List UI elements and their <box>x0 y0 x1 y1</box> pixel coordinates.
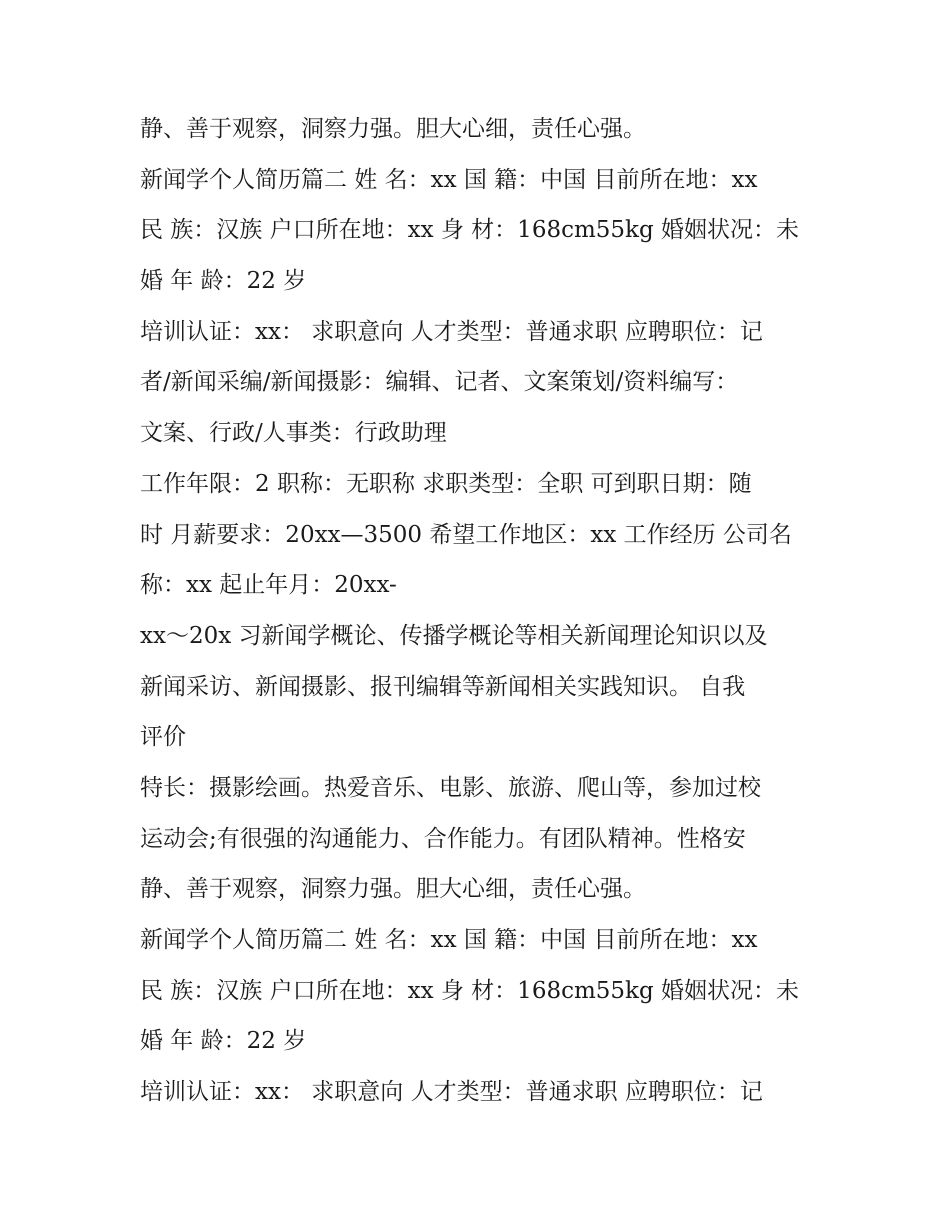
text-line: 工作年限：2 职称：无职称 求职类型：全职 可到职日期：随 <box>140 470 752 497</box>
text-line: 新闻学个人简历篇二 姓 名：xx 国 籍：中国 目前所在地：xx <box>140 927 758 953</box>
text-line: 婚 年 龄：22 岁 <box>140 268 307 295</box>
text-line: 静、善于观察，洞察力强。胆大心细，责任心强。 <box>140 116 646 142</box>
text-line: 称：xx 起止年月：20xx- <box>140 572 397 599</box>
text-line: 新闻采访、新闻摄影、报刊编辑等新闻相关实践知识。 自我 <box>140 673 746 700</box>
text-line: 培训认证：xx： 求职意向 人才类型：普通求职 应聘职位：记 <box>140 1079 763 1106</box>
text-line: 民 族：汉族 户口所在地：xx 身 材：168cm55kg 婚姻状况：未 <box>140 977 800 1004</box>
text-line: 文案、行政/人事类：行政助理 <box>140 420 447 447</box>
text-line: 静、善于观察，洞察力强。胆大心细，责任心强。 <box>140 876 646 903</box>
text-line: 婚 年 龄：22 岁 <box>140 1028 307 1055</box>
document-body-text <box>140 104 830 1118</box>
text-line: 新闻学个人简历篇二 姓 名：xx 国 籍：中国 目前所在地：xx <box>140 166 758 193</box>
text-line: 评价 <box>140 724 186 751</box>
text-line: 者/新闻采编/新闻摄影：编辑、记者、文案策划/资料编写： <box>140 369 739 396</box>
text-line: 时 月薪要求：20xx—3500 希望工作地区：xx 工作经历 公司名 <box>140 521 792 548</box>
text-line: 培训认证：xx： 求职意向 人才类型：普通求职 应聘职位：记 <box>140 318 763 345</box>
text-line: xx～20x 习新闻学概论、传播学概论等相关新闻理论知识以及 <box>140 622 768 649</box>
text-line: 运动会;有很强的沟通能力、合作能力。有团队精神。性格安 <box>140 825 746 852</box>
text-line: 民 族：汉族 户口所在地：xx 身 材：168cm55kg 婚姻状况：未 <box>140 217 800 244</box>
text-line: 特长：摄影绘画。热爱音乐、电影、旅游、爬山等，参加过校 <box>140 774 761 801</box>
